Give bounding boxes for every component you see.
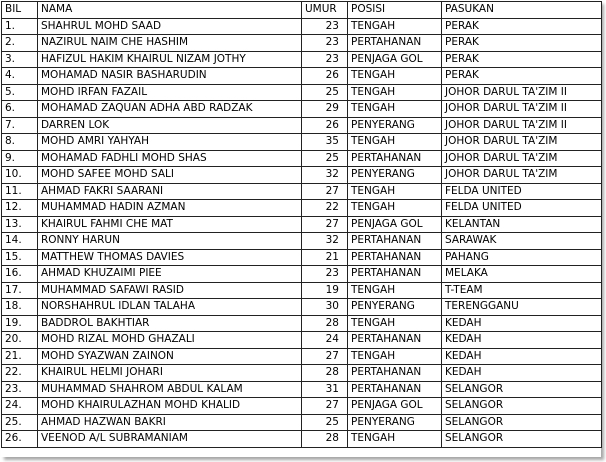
cell-nama: MOHAMAD NASIR BASHARUDIN <box>38 68 302 85</box>
squad-table <box>1 1 602 448</box>
cell-nama: MOHAMAD FADHLI MOHD SHAS <box>38 150 302 167</box>
cell-pasukan: KEDAH <box>442 315 602 332</box>
cell-umur: 23 <box>302 266 348 283</box>
cell-umur: 25 <box>302 414 348 431</box>
cell-bil: 19. <box>2 315 38 332</box>
table-row <box>2 299 602 316</box>
cell-umur: 26 <box>302 68 348 85</box>
cell-posisi: PERTAHANAN <box>348 233 442 250</box>
table-row <box>2 150 602 167</box>
cell-umur: 35 <box>302 134 348 151</box>
table-row <box>2 431 602 448</box>
header-bil: BIL <box>2 2 38 19</box>
cell-umur: 28 <box>302 315 348 332</box>
cell-posisi: PENYERANG <box>348 414 442 431</box>
cell-pasukan: T-TEAM <box>442 282 602 299</box>
cell-nama: AHMAD KHUZAIMI PIEE <box>38 266 302 283</box>
table-row <box>2 266 602 283</box>
cell-posisi: PERTAHANAN <box>348 332 442 349</box>
header-nama: NAMA <box>38 2 302 19</box>
header-umur: UMUR <box>302 2 348 19</box>
cell-umur: 32 <box>302 233 348 250</box>
cell-pasukan: KEDAH <box>442 365 602 382</box>
cell-bil: 12. <box>2 200 38 217</box>
cell-bil: 21. <box>2 348 38 365</box>
cell-bil: 9. <box>2 150 38 167</box>
cell-umur: 23 <box>302 18 348 35</box>
cell-bil: 17. <box>2 282 38 299</box>
cell-nama: MOHD IRFAN FAZAIL <box>38 84 302 101</box>
table-row <box>2 332 602 349</box>
cell-bil: 2. <box>2 35 38 52</box>
cell-pasukan: PERAK <box>442 51 602 68</box>
cell-nama: VEENOD A/L SUBRAMANIAM <box>38 431 302 448</box>
cell-posisi: PENYERANG <box>348 167 442 184</box>
cell-pasukan: PERAK <box>442 68 602 85</box>
cell-nama: BADDROL BAKHTIAR <box>38 315 302 332</box>
cell-umur: 27 <box>302 183 348 200</box>
cell-nama: NAZIRUL NAIM CHE HASHIM <box>38 35 302 52</box>
cell-bil: 6. <box>2 101 38 118</box>
cell-bil: 1. <box>2 18 38 35</box>
cell-bil: 8. <box>2 134 38 151</box>
cell-posisi: PENYERANG <box>348 117 442 134</box>
cell-nama: MOHD RIZAL MOHD GHAZALI <box>38 332 302 349</box>
table-row <box>2 134 602 151</box>
table-row <box>2 117 602 134</box>
cell-pasukan: FELDA UNITED <box>442 200 602 217</box>
cell-bil: 4. <box>2 68 38 85</box>
cell-posisi: PERTAHANAN <box>348 35 442 52</box>
cell-nama: RONNY HARUN <box>38 233 302 250</box>
cell-umur: 25 <box>302 150 348 167</box>
table-row <box>2 249 602 266</box>
cell-posisi: PERTAHANAN <box>348 150 442 167</box>
cell-pasukan: KEDAH <box>442 332 602 349</box>
cell-pasukan: PERAK <box>442 35 602 52</box>
table-row <box>2 200 602 217</box>
table-row <box>2 414 602 431</box>
cell-pasukan: FELDA UNITED <box>442 183 602 200</box>
cell-nama: KHAIRUL HELMI JOHARI <box>38 365 302 382</box>
table-row <box>2 51 602 68</box>
cell-bil: 3. <box>2 51 38 68</box>
cell-umur: 28 <box>302 365 348 382</box>
cell-bil: 23. <box>2 381 38 398</box>
cell-pasukan: TERENGGANU <box>442 299 602 316</box>
cell-posisi: TENGAH <box>348 183 442 200</box>
cell-umur: 26 <box>302 117 348 134</box>
cell-pasukan: JOHOR DARUL TA'ZIM <box>442 167 602 184</box>
cell-bil: 13. <box>2 216 38 233</box>
table-row <box>2 216 602 233</box>
cell-pasukan: JOHOR DARUL TA'ZIM II <box>442 84 602 101</box>
cell-nama: MOHD SYAZWAN ZAINON <box>38 348 302 365</box>
cell-nama: DARREN LOK <box>38 117 302 134</box>
table-row <box>2 167 602 184</box>
header-pasukan: PASUKAN <box>442 2 602 19</box>
cell-nama: MUHAMMAD SHAHROM ABDUL KALAM <box>38 381 302 398</box>
cell-umur: 24 <box>302 332 348 349</box>
table-row <box>2 68 602 85</box>
cell-pasukan: SELANGOR <box>442 414 602 431</box>
cell-posisi: TENGAH <box>348 431 442 448</box>
cell-umur: 27 <box>302 398 348 415</box>
header-posisi: POSISI <box>348 2 442 19</box>
cell-bil: 24. <box>2 398 38 415</box>
cell-posisi: TENGAH <box>348 84 442 101</box>
cell-nama: KHAIRUL FAHMI CHE MAT <box>38 216 302 233</box>
cell-posisi: TENGAH <box>348 200 442 217</box>
cell-bil: 15. <box>2 249 38 266</box>
table-row <box>2 282 602 299</box>
cell-posisi: PERTAHANAN <box>348 266 442 283</box>
cell-nama: NORSHAHRUL IDLAN TALAHA <box>38 299 302 316</box>
cell-pasukan: JOHOR DARUL TA'ZIM II <box>442 117 602 134</box>
cell-umur: 23 <box>302 35 348 52</box>
cell-umur: 31 <box>302 381 348 398</box>
squad-sheet <box>1 1 601 457</box>
cell-posisi: TENGAH <box>348 348 442 365</box>
cell-nama: MOHD SAFEE MOHD SALI <box>38 167 302 184</box>
cell-nama: AHMAD FAKRI SAARANI <box>38 183 302 200</box>
cell-posisi: TENGAH <box>348 282 442 299</box>
cell-bil: 7. <box>2 117 38 134</box>
cell-nama: SHAHRUL MOHD SAAD <box>38 18 302 35</box>
cell-umur: 27 <box>302 348 348 365</box>
cell-pasukan: JOHOR DARUL TA'ZIM <box>442 134 602 151</box>
cell-posisi: PENJAGA GOL <box>348 51 442 68</box>
cell-nama: MUHAMMAD SAFAWI RASID <box>38 282 302 299</box>
cell-nama: MOHD KHAIRULAZHAN MOHD KHALID <box>38 398 302 415</box>
table-row <box>2 18 602 35</box>
cell-nama: MOHAMAD ZAQUAN ADHA ABD RADZAK <box>38 101 302 118</box>
cell-umur: 25 <box>302 84 348 101</box>
cell-umur: 22 <box>302 200 348 217</box>
cell-bil: 11. <box>2 183 38 200</box>
table-row <box>2 348 602 365</box>
cell-posisi: TENGAH <box>348 18 442 35</box>
cell-nama: MUHAMMAD HADIN AZMAN <box>38 200 302 217</box>
cell-umur: 32 <box>302 167 348 184</box>
cell-pasukan: SARAWAK <box>442 233 602 250</box>
cell-umur: 30 <box>302 299 348 316</box>
cell-bil: 26. <box>2 431 38 448</box>
table-body <box>2 18 602 447</box>
table-row <box>2 365 602 382</box>
table-row <box>2 233 602 250</box>
cell-umur: 19 <box>302 282 348 299</box>
cell-umur: 27 <box>302 216 348 233</box>
table-row <box>2 84 602 101</box>
table-row <box>2 381 602 398</box>
cell-nama: MATTHEW THOMAS DAVIES <box>38 249 302 266</box>
table-header <box>2 2 602 19</box>
cell-bil: 18. <box>2 299 38 316</box>
cell-posisi: PERTAHANAN <box>348 381 442 398</box>
cell-bil: 14. <box>2 233 38 250</box>
cell-pasukan: PERAK <box>442 18 602 35</box>
cell-bil: 5. <box>2 84 38 101</box>
cell-posisi: PENYERANG <box>348 299 442 316</box>
cell-posisi: TENGAH <box>348 315 442 332</box>
cell-bil: 20. <box>2 332 38 349</box>
cell-pasukan: JOHOR DARUL TA'ZIM II <box>442 101 602 118</box>
cell-posisi: TENGAH <box>348 101 442 118</box>
header-row <box>2 2 602 19</box>
table-row <box>2 398 602 415</box>
cell-posisi: TENGAH <box>348 68 442 85</box>
cell-posisi: PERTAHANAN <box>348 249 442 266</box>
cell-bil: 25. <box>2 414 38 431</box>
cell-pasukan: PAHANG <box>442 249 602 266</box>
cell-posisi: TENGAH <box>348 134 442 151</box>
cell-pasukan: MELAKA <box>442 266 602 283</box>
table-row <box>2 35 602 52</box>
cell-pasukan: SELANGOR <box>442 431 602 448</box>
table-row <box>2 183 602 200</box>
cell-pasukan: JOHOR DARUL TA'ZIM <box>442 150 602 167</box>
cell-umur: 29 <box>302 101 348 118</box>
cell-pasukan: SELANGOR <box>442 381 602 398</box>
cell-nama: MOHD AMRI YAHYAH <box>38 134 302 151</box>
cell-nama: AHMAD HAZWAN BAKRI <box>38 414 302 431</box>
cell-bil: 10. <box>2 167 38 184</box>
cell-pasukan: SELANGOR <box>442 398 602 415</box>
cell-umur: 28 <box>302 431 348 448</box>
cell-bil: 22. <box>2 365 38 382</box>
cell-bil: 16. <box>2 266 38 283</box>
cell-umur: 21 <box>302 249 348 266</box>
cell-posisi: PENJAGA GOL <box>348 398 442 415</box>
cell-umur: 23 <box>302 51 348 68</box>
cell-posisi: PENJAGA GOL <box>348 216 442 233</box>
table-row <box>2 101 602 118</box>
cell-pasukan: KEDAH <box>442 348 602 365</box>
cell-nama: HAFIZUL HAKIM KHAIRUL NIZAM JOTHY <box>38 51 302 68</box>
table-row <box>2 315 602 332</box>
cell-pasukan: KELANTAN <box>442 216 602 233</box>
cell-posisi: PERTAHANAN <box>348 365 442 382</box>
